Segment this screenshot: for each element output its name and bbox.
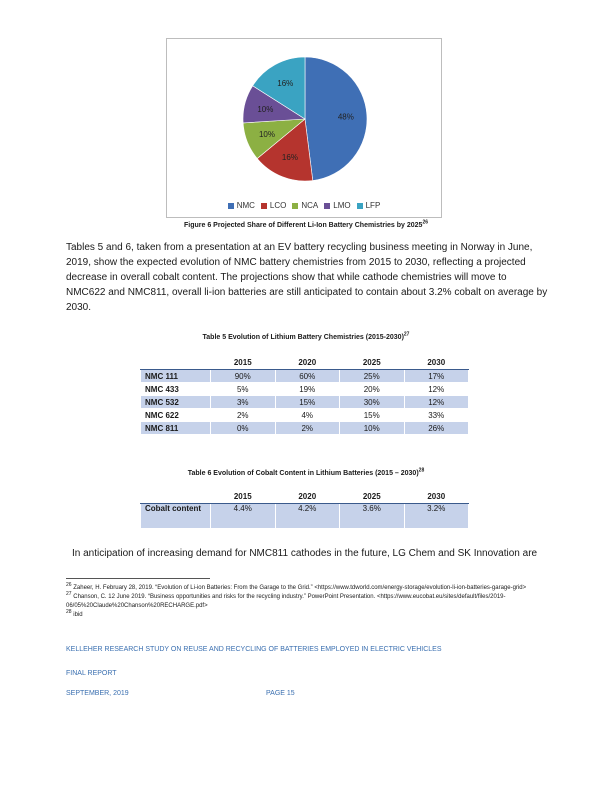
table-cell: 3.6% [340, 504, 405, 529]
footnote-number: 26 [66, 582, 72, 588]
legend-item-nca [292, 201, 318, 210]
table-cell: 3% [211, 396, 276, 409]
table-cell: 90% [211, 370, 276, 383]
legend-item-nmc [228, 201, 255, 210]
table-cell: 4.4% [211, 504, 276, 529]
table-cell: 17% [404, 370, 469, 383]
legend-label: LFP [365, 201, 381, 210]
footnote-text: Chanson, C. 12 June 2019. “Business opportunities and risks for the recycling industry.” PowerPoint Presentation. <https://www.eucobat.eu/sites/default/files/2019-06/05%20Claude%20Chanson%20RECHARGE.pdf> [66, 594, 506, 609]
legend-swatch [228, 203, 234, 209]
table-cell: 30% [340, 396, 405, 409]
footer-report-type: FINAL REPORT [66, 670, 117, 677]
body-paragraph-2: In anticipation of increasing demand for NMC811 cathodes in the future, LG Chem and SK Innovation are [72, 548, 538, 559]
table-cell: 5% [211, 383, 276, 396]
table-cell: 15% [275, 396, 340, 409]
table-column-header: 2025 [340, 356, 405, 370]
table-row [141, 409, 469, 422]
table-cell: 12% [404, 396, 469, 409]
footnote-number: 28 [66, 609, 72, 615]
row-header-cell: NMC 532 [141, 396, 211, 409]
table-cell: 25% [340, 370, 405, 383]
pie-data-label-nca: 10% [258, 130, 275, 140]
pie-data-label-lfp: 16% [277, 79, 294, 89]
table-column-header: 2015 [211, 490, 276, 504]
footnote-text: Zaheer, H. February 28, 2019. “Evolution of Li-ion Batteries: From the Garage to the Grid.” <https://www.tdworld.com/energy-storage/evolution-li-ion-batteries-garage-grid> [71, 585, 527, 591]
table6-title-text: Table 6 Evolution of Cobalt Content in Lithium Batteries (2015 – 2030) [187, 470, 419, 477]
table-cell: 19% [275, 383, 340, 396]
legend-item-lco [261, 201, 286, 210]
table5 [140, 356, 469, 435]
legend-label: NCA [301, 201, 319, 210]
footnote [66, 593, 550, 611]
footer-page-number: PAGE 15 [266, 690, 295, 697]
table-row [141, 383, 469, 396]
pie-chart-figure [166, 38, 442, 218]
figure-caption-text: Figure 6 Projected Share of Different Li-Ion Battery Chemistries by 2025 [183, 222, 423, 229]
table-cell: 2% [211, 409, 276, 422]
table-cell: 10% [340, 422, 405, 435]
footnote-ref: 26 [422, 219, 429, 226]
table-column-header: 2020 [275, 356, 340, 370]
table-cell: 4.2% [275, 504, 340, 529]
footnote-ref: 28 [418, 467, 425, 474]
table5-title-text: Table 5 Evolution of Lithium Battery Chemistries (2015-2030) [202, 334, 404, 341]
footer-study-title: KELLEHER RESEARCH STUDY ON REUSE AND RECYCLING OF BATTERIES EMPLOYED IN ELECTRIC VEHICLES [66, 646, 442, 653]
legend-label: LMO [333, 201, 351, 210]
footer-date: SEPTEMBER, 2019 [66, 690, 129, 697]
table-corner-header [141, 356, 211, 370]
table-row [141, 422, 469, 435]
footnote-divider [66, 578, 210, 579]
footnotes [66, 584, 550, 620]
footnote [66, 611, 550, 620]
table-corner-header [141, 490, 211, 504]
table-row [141, 370, 469, 383]
footnote-number: 27 [66, 591, 72, 597]
table-column-header: 2030 [404, 490, 469, 504]
legend-swatch [292, 203, 298, 209]
figure-caption [0, 219, 612, 229]
table-cell: 4% [275, 409, 340, 422]
table6-title [0, 467, 612, 477]
table-cell: 2% [275, 422, 340, 435]
row-header-cell: NMC 433 [141, 383, 211, 396]
table-cell: 33% [404, 409, 469, 422]
legend-item-lfp [357, 201, 381, 210]
row-header-cell: Cobalt content [141, 504, 211, 529]
pie-chart [167, 39, 441, 199]
table-row [141, 504, 469, 529]
table-row [141, 396, 469, 409]
table-cell: 26% [404, 422, 469, 435]
table6 [140, 490, 469, 529]
pie-slice-nmc [305, 57, 367, 181]
table-cell: 15% [340, 409, 405, 422]
pie-data-label-lco: 16% [281, 153, 298, 163]
legend-swatch [261, 203, 267, 209]
table-cell: 20% [340, 383, 405, 396]
table-cell: 60% [275, 370, 340, 383]
row-header-cell: NMC 811 [141, 422, 211, 435]
body-paragraph: Tables 5 and 6, taken from a presentation at an EV battery recycling business meeting in Norway in June, 2019, show the expected evolution of NMC battery chemistries from 2015 to 2030, reflecting a projected decrease in overall cobalt content. The projections show that while cathode chemistries will move to NMC622 and NMC811, overall li-ion batteries are still anticipated to contain about 3.2% cobalt on average by 2030. [66, 242, 548, 313]
legend-item-lmo [324, 201, 350, 210]
row-header-cell: NMC 111 [141, 370, 211, 383]
footnote-text: ibid [71, 612, 83, 618]
footnote [66, 584, 550, 593]
table-cell: 0% [211, 422, 276, 435]
table-column-header: 2025 [340, 490, 405, 504]
table-column-header: 2020 [275, 490, 340, 504]
chart-legend [167, 201, 441, 210]
legend-swatch [357, 203, 363, 209]
table-cell: 12% [404, 383, 469, 396]
pie-data-label-lmo: 10% [257, 104, 274, 114]
legend-label: NMC [236, 201, 255, 210]
table-column-header: 2030 [404, 356, 469, 370]
pie-data-label-nmc: 48% [337, 112, 354, 122]
table-cell: 3.2% [404, 504, 469, 529]
row-header-cell: NMC 622 [141, 409, 211, 422]
table-column-header: 2015 [211, 356, 276, 370]
table5-title [0, 331, 612, 341]
legend-swatch [324, 203, 330, 209]
footnote-ref: 27 [403, 331, 410, 338]
legend-label: LCO [269, 201, 287, 210]
